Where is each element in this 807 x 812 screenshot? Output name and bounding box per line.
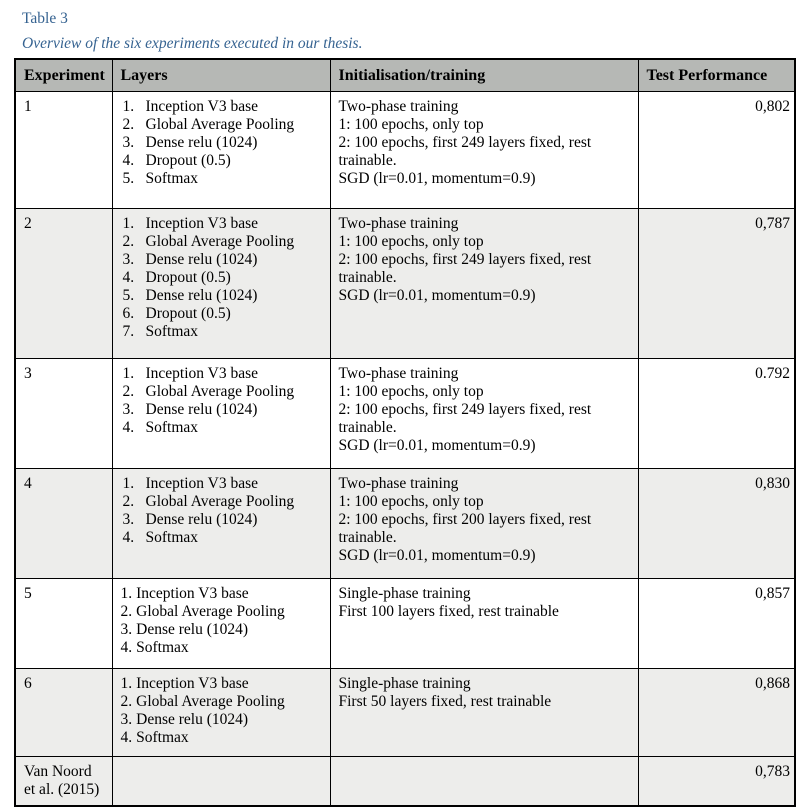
layer-number: 1.	[120, 675, 133, 692]
layer-number: 2.	[122, 493, 135, 510]
layer-item	[121, 251, 322, 269]
layer-text: Softmax	[136, 639, 189, 656]
layer-item	[121, 511, 322, 529]
experiments-table	[14, 58, 796, 807]
layer-item	[121, 215, 322, 233]
layer-number: 2.	[120, 693, 133, 710]
table-caption: Overview of the six experiments executed in our thesis.	[22, 35, 363, 52]
table-label: Table 3	[22, 10, 68, 27]
col-header-experiment: Experiment	[15, 59, 112, 92]
training-line: 1: 100 epochs, only top	[338, 383, 484, 400]
layer-text: Inception V3 base	[145, 215, 258, 232]
layers-list	[121, 475, 322, 547]
training-line: SGD (lr=0.01, momentum=0.9)	[338, 287, 536, 304]
layer-text: Softmax	[145, 419, 199, 436]
table-row-experiment-4	[15, 469, 795, 579]
layer-item	[121, 98, 322, 116]
layer-item	[121, 729, 322, 747]
layer-text: Global Average Pooling	[136, 693, 285, 710]
training-cell	[330, 469, 638, 579]
experiment-cell: 2	[15, 209, 112, 359]
layers-list	[121, 215, 322, 341]
training-line: First 50 layers fixed, rest trainable	[338, 693, 552, 710]
layer-number: 3.	[122, 401, 135, 418]
layer-number: 5.	[122, 287, 135, 304]
layer-number: 4.	[120, 729, 133, 746]
training-line: 1: 100 epochs, only top	[338, 233, 484, 250]
layer-number: 3.	[120, 711, 133, 728]
training-line: Single-phase training	[338, 675, 471, 692]
layer-number: 6.	[122, 305, 135, 322]
layer-item	[121, 287, 322, 305]
layer-number: 4.	[122, 269, 135, 286]
layer-item	[121, 585, 322, 603]
layer-item	[121, 134, 322, 152]
training-line: 1: 100 epochs, only top	[338, 493, 484, 510]
training-cell	[330, 757, 638, 807]
layer-text: Inception V3 base	[145, 475, 258, 492]
layer-item	[121, 675, 322, 693]
training-cell	[330, 669, 638, 757]
layer-text: Softmax	[145, 323, 199, 340]
training-line: 2: 100 epochs, first 249 layers fixed, rest trainable.	[338, 251, 592, 286]
layers-cell	[112, 669, 330, 757]
layer-text: Dropout (0.5)	[145, 152, 231, 169]
layer-item	[121, 711, 322, 729]
layer-item	[121, 170, 322, 188]
layer-text: Inception V3 base	[136, 585, 249, 602]
experiment-cell: 3	[15, 359, 112, 469]
col-header-test-performance: Test Performance	[638, 59, 795, 92]
layers-list	[121, 365, 322, 437]
layer-number: 4.	[122, 529, 135, 546]
layer-item	[121, 621, 322, 639]
layer-item	[121, 383, 322, 401]
experiment-cell: 5	[15, 579, 112, 669]
layer-text: Global Average Pooling	[136, 603, 285, 620]
layer-item	[121, 493, 322, 511]
layer-item	[121, 116, 322, 134]
layer-number: 2.	[122, 383, 135, 400]
performance-cell: 0,830	[638, 469, 795, 579]
layer-text: Inception V3 base	[145, 98, 258, 115]
layer-number: 1.	[120, 585, 133, 602]
layer-item	[121, 529, 322, 547]
training-line: Single-phase training	[338, 585, 471, 602]
layer-item	[121, 233, 322, 251]
layer-text: Dropout (0.5)	[145, 305, 231, 322]
layer-number: 1.	[122, 98, 135, 115]
training-line: SGD (lr=0.01, momentum=0.9)	[338, 547, 536, 564]
layer-number: 4.	[122, 152, 135, 169]
layers-cell	[112, 359, 330, 469]
performance-cell: 0,802	[638, 92, 795, 209]
training-line: SGD (lr=0.01, momentum=0.9)	[338, 437, 536, 454]
layer-number: 4.	[120, 639, 133, 656]
training-line: First 100 layers fixed, rest trainable	[338, 603, 559, 620]
experiment-cell: Van Noord et al. (2015)	[15, 757, 112, 807]
layer-text: Global Average Pooling	[145, 493, 295, 510]
training-line: SGD (lr=0.01, momentum=0.9)	[338, 170, 536, 187]
layer-number: 1.	[122, 365, 135, 382]
layer-number: 2.	[122, 116, 135, 133]
training-line: 2: 100 epochs, first 200 layers fixed, rest trainable.	[338, 511, 592, 546]
layer-item	[121, 419, 322, 437]
performance-cell: 0.792	[638, 359, 795, 469]
layer-text: Dense relu (1024)	[145, 251, 258, 268]
table-row-experiment-3	[15, 359, 795, 469]
experiment-cell: 6	[15, 669, 112, 757]
layer-text: Inception V3 base	[136, 675, 249, 692]
layer-number: 5.	[122, 170, 135, 187]
layers-cell	[112, 469, 330, 579]
header-row	[15, 59, 795, 92]
layer-item	[121, 365, 322, 383]
experiment-cell: 1	[15, 92, 112, 209]
performance-cell: 0,787	[638, 209, 795, 359]
layers-list	[121, 585, 322, 657]
table-row-experiment-5	[15, 579, 795, 669]
layer-item	[121, 639, 322, 657]
layer-number: 3.	[122, 134, 135, 151]
layer-number: 4.	[122, 419, 135, 436]
performance-cell: 0,783	[638, 757, 795, 807]
layers-cell	[112, 92, 330, 209]
performance-cell: 0,857	[638, 579, 795, 669]
layer-text: Dense relu (1024)	[136, 621, 249, 638]
layer-number: 2.	[122, 233, 135, 250]
training-cell	[330, 209, 638, 359]
layers-cell	[112, 579, 330, 669]
layer-text: Softmax	[136, 729, 189, 746]
training-line: Two-phase training	[338, 365, 459, 382]
performance-cell: 0,868	[638, 669, 795, 757]
layer-item	[121, 269, 322, 287]
layers-list	[121, 98, 322, 188]
layer-text: Dense relu (1024)	[145, 511, 258, 528]
layer-text: Dense relu (1024)	[145, 287, 258, 304]
layer-text: Softmax	[145, 170, 199, 187]
layer-item	[121, 401, 322, 419]
layer-item	[121, 323, 322, 341]
layer-text: Global Average Pooling	[145, 116, 295, 133]
layer-number: 7.	[122, 323, 135, 340]
table-row-experiment-1	[15, 92, 795, 209]
table-row-experiment-2	[15, 209, 795, 359]
training-cell	[330, 92, 638, 209]
layer-item	[121, 603, 322, 621]
training-line: 2: 100 epochs, first 249 layers fixed, rest trainable.	[338, 134, 592, 169]
training-line: 2: 100 epochs, first 249 layers fixed, rest trainable.	[338, 401, 592, 436]
layer-item	[121, 475, 322, 493]
layers-list	[121, 675, 322, 747]
layer-text: Dense relu (1024)	[145, 134, 258, 151]
col-header-initialisation-training: Initialisation/training	[330, 59, 638, 92]
layer-number: 3.	[122, 511, 135, 528]
layer-text: Global Average Pooling	[145, 233, 295, 250]
layer-text: Global Average Pooling	[145, 383, 295, 400]
layer-item	[121, 693, 322, 711]
layer-number: 1.	[122, 215, 135, 232]
training-line: Two-phase training	[338, 215, 459, 232]
table-row-experiment-6	[15, 669, 795, 757]
layer-text: Inception V3 base	[145, 365, 258, 382]
training-line: Two-phase training	[338, 475, 459, 492]
layer-text: Dense relu (1024)	[136, 711, 249, 728]
experiment-cell: 4	[15, 469, 112, 579]
layers-cell	[112, 209, 330, 359]
training-cell	[330, 579, 638, 669]
training-line: 1: 100 epochs, only top	[338, 116, 484, 133]
layer-number: 2.	[120, 603, 133, 620]
col-header-layers: Layers	[112, 59, 330, 92]
layer-item	[121, 152, 322, 170]
layer-number: 1.	[122, 475, 135, 492]
training-cell	[330, 359, 638, 469]
layers-cell	[112, 757, 330, 807]
layer-number: 3.	[120, 621, 133, 638]
training-line: Two-phase training	[338, 98, 459, 115]
layer-text: Dense relu (1024)	[145, 401, 258, 418]
layer-item	[121, 305, 322, 323]
layer-number: 3.	[122, 251, 135, 268]
layer-text: Dropout (0.5)	[145, 269, 231, 286]
table-row-van-noord	[15, 757, 795, 807]
layer-text: Softmax	[145, 529, 199, 546]
